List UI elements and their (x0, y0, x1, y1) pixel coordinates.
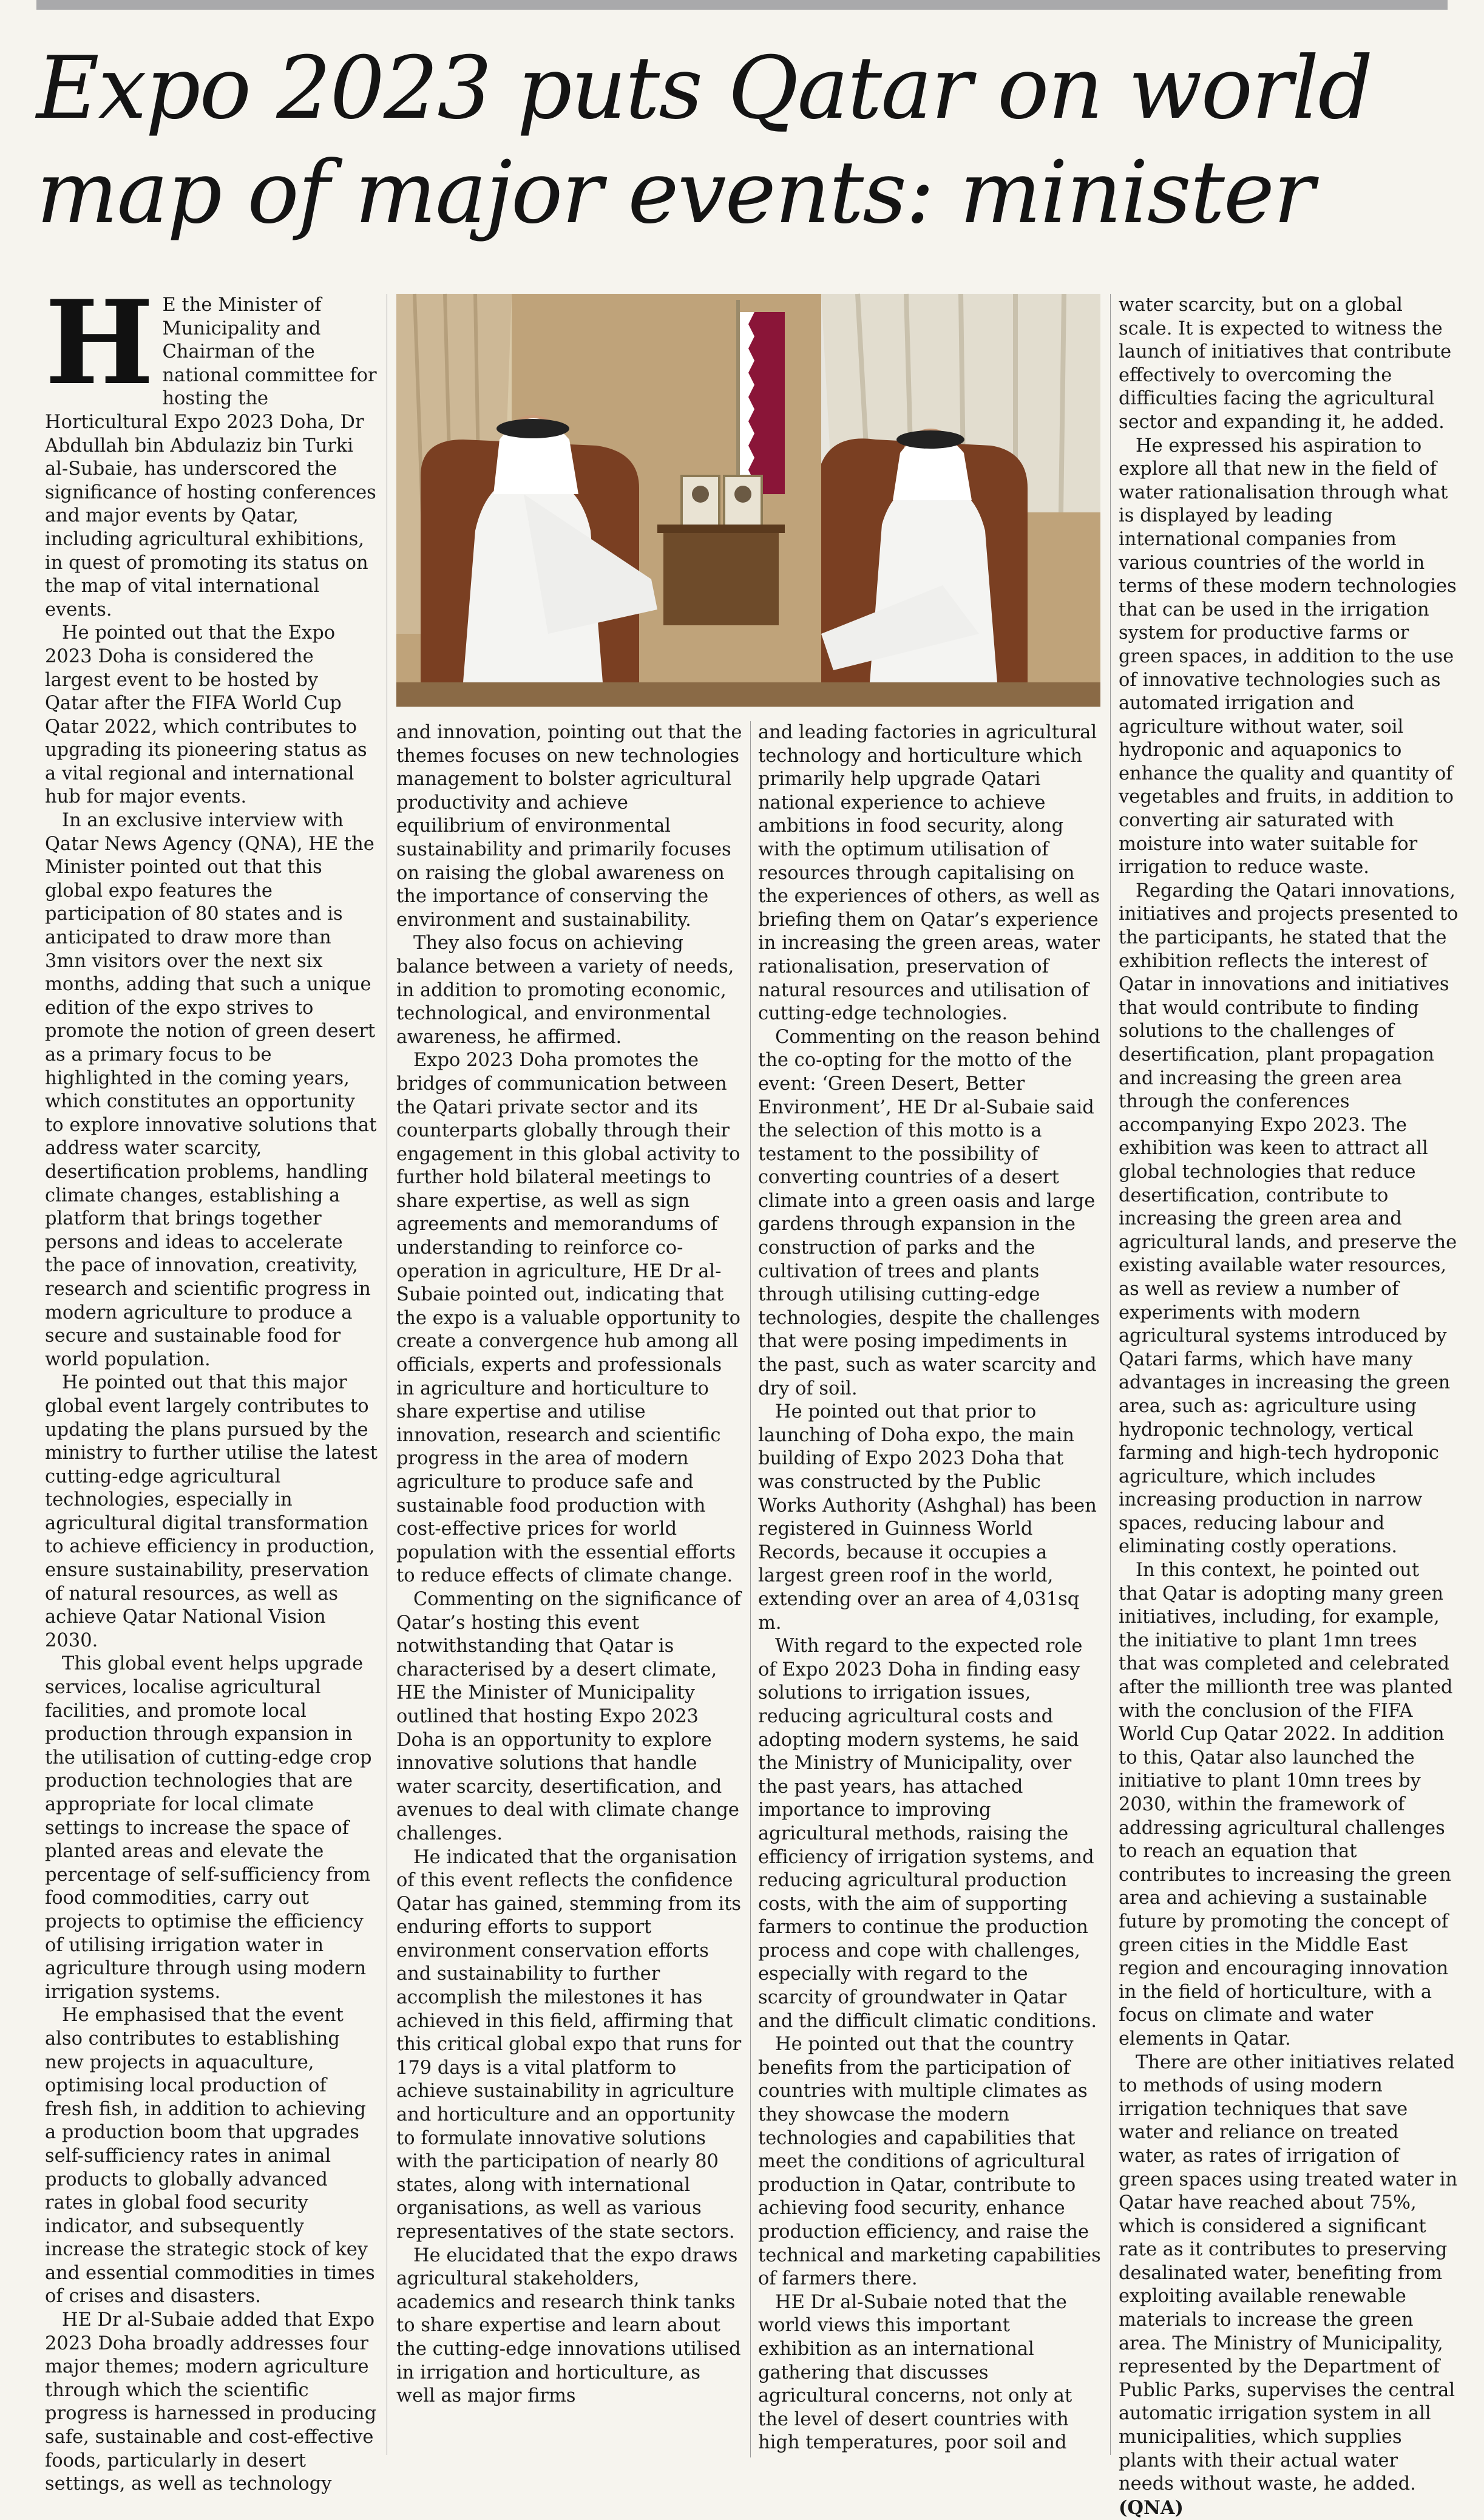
paragraph-text: E the Minister of Municipality and Chairman of the national committee for hosting the Horticultural Expo 2023 Doha, Dr Abdullah bin Abdulaziz bin Turki al-Subaie, has underscored the significance of hosting conferences and major events by Qatar, including agricultural exhibitions, in quest of promoting its status on the map of vital international events. (45, 294, 377, 620)
drop-cap: H (45, 275, 154, 410)
paragraph: HE Dr al-Subaie added that Expo 2023 Doha broadly addresses four major themes; modern agriculture through which the scientific progress is harnessed in producing safe, sustainable and cost-effective foods, particularly in desert settings, as well as technology (45, 2309, 377, 2495)
paragraph: Regarding the Qatari innovations, initiatives and projects presented to the participants, he stated that the exhibition reflects the interest of Qatar in innovations and initiatives that would contribute to finding solutions to the challenges of desertification, plant propagation and increasing the green area through the conferences accompanying Expo 2023. The exhibition was keen to attract all global technologies that reduce desertification, contribute to increasing the green area and agricultural lands, and preserve the existing available water resources, as well as review a number of experiments with modern agricultural systems introduced by Qatari farms, which have many advantages in increasing the green area, such as: agriculture using hydroponic technology, vertical farming and high-tech hydroponic agriculture, which includes increasing production in narrow spaces, reducing labour and eliminating costly operations. (1119, 880, 1459, 1558)
paragraph: Commenting on the significance of Qatar’s hosting this event notwithstanding that Qatar is characterised by a desert climate, HE the Minister of Municipality outlined that hosting Expo 2023 Doha is an opportunity to explore innovative solutions that handle water scarcity, desertification, and avenues to deal with climate change challenges. (396, 1588, 741, 1844)
paragraph: With regard to the expected role of Expo 2023 Doha in finding easy solutions to irrigation issues, reducing agricultural costs and adopting modern systems, he said the Ministry of Municipality, over the past years, has attached importance to improving agricultural methods, raising the efficiency of irrigation systems, and reducing agricultural production costs, with the aim of supporting farmers to continue the production process and cope with challenges, especially with regard to the scarcity of groundwater in Qatar and the difficult climatic conditions. (758, 1635, 1097, 2032)
paragraph: HE Dr al-Subaie noted that the world views this important exhibition as an international gathering that discusses agricultural concerns, not only at the level of desert countries with high temperatures, poor soil and (758, 2291, 1072, 2454)
paragraph: He expressed his aspiration to explore all that new in the field of water rationalisation through what is displayed by leading international companies from various countries of the world in terms of these modern technologies that can be used in the irrigation system for productive farms or green spaces, in addition to the use of innovative technologies such as automated irrigation and agriculture without water, soil hydroponic and aquaponics to enhance the quality and quantity of vegetables and fruits, in addition to converting air saturated with moisture into water suitable for irrigation to reduce waste. (1119, 435, 1457, 878)
paragraph: and innovation, pointing out that the themes focuses on new technologies management to bolster agricultural productivity and achieve equilibrium of environmental sustainability and primarily focuses on raising the global awareness on the importance of conserving the environment and sustainability. (396, 722, 742, 931)
paragraph: In an exclusive interview with Qatar News Agency (QNA), HE the Minister pointed out that this global expo features the participation of 80 states and is anticipated to draw more than 3mn visitors over the next six months, adding that such a unique edition of the expo strives to promote the notion of green desert as a primary focus to be highlighted in the coming years, which constitutes an opportunity to explore innovative solutions that address water scarcity, desertification problems, handling climate changes, establishing a platform that brings together persons and ideas to accelerate the pace of innovation, creativity, research and scientific progress in modern agriculture to produce a secure and sustainable food for world population. (45, 810, 377, 1370)
paragraph: Commenting on the reason behind the co-opting for the motto of the event: ‘Green Desert, Better Environment’, HE Dr al-Subaie said the selection of this motto is a testament to the possibility of converting countries of a desert climate into a green oasis and large gardens through expansion in the construction of parks and the cultivation of trees and plants through utilising cutting-edge technologies, despite the challenges that were posing impediments in the past, such as water scarcity and dry of soil. (758, 1026, 1100, 1399)
paragraph: He emphasised that the event also contributes to establishing new projects in aquaculture, optimising local production of fresh fish, in addition to achieving a production boom that upgrades self-sufficiency rates in animal products to globally advanced rates in global food security indicator, and subsequently increase the strategic stock of key and essential commodities in times of crises and disasters. (45, 2005, 375, 2308)
byline: (QNA) (1119, 2496, 1184, 2519)
paragraph: He pointed out that the country benefits from the participation of countries with multiple climates as they showcase the modern technologies and capabilities that meet the conditions of agricultural production in Qatar, contribute to achieving food security, enhance production efficiency, and raise the technical and marketing capabilities of farmers there. (758, 2034, 1101, 2290)
column-divider (1110, 294, 1111, 2455)
paragraph: Expo 2023 Doha promotes the bridges of communication between the Qatari private sector and its counterparts globally through their engagement in this global activity to further hold bilateral meetings to share expertise, as well as sign agreements and memorandums of understanding to reinforce co-operation in agriculture, HE Dr al-Subaie pointed out, indicating that the expo is a valuable opportunity to create a convergence hub among all officials, experts and professionals in agriculture and horticulture to share expertise and utilise innovation, research and scientific progress in the area of modern agriculture to produce safe and sustainable food production with cost-effective prices for world population with the essential efforts to reduce effects of climate change. (396, 1050, 740, 1587)
paragraph: He pointed out that prior to launching of Doha expo, the main building of Expo 2023 Doha that was constructed by the Public Works Authority (Ashghal) has been registered in Guinness World Records, because it occupies a largest green roof in the world, extending over an area of 4,031sq m. (758, 1401, 1097, 1634)
article-photo (396, 294, 1100, 707)
column-1 (45, 275, 378, 2495)
column-2 (396, 721, 742, 2457)
paragraph: They also focus on achieving balance between a variety of needs, in addition to promoting economic, technological, and environmental awareness, he affirmed. (396, 932, 734, 1048)
column-3 (758, 721, 1102, 2457)
paragraph: He pointed out that the Expo 2023 Doha is considered the largest event to be hosted by Qatar after the FIFA World Cup Qatar 2022, which contributes to upgrading its pioneering status as a vital regional and international hub for major events. (45, 622, 367, 808)
lead-paragraph (45, 275, 378, 622)
column-4 (1119, 294, 1459, 2519)
paragraph-text: There are other initiatives related to methods of using modern irrigation techniques that save water and reliance on treated water, as rates of irrigation of green spaces using treated water in Qatar have reached about 75%, which is considered a significant rate as it contributes to preserving desalinated water, benefiting from exploiting available renewable materials to increase the green area. The Ministry of Municipality, represented by the Department of Public Parks, supervises the central automatic irrigation system in all municipalities, which supplies plants with their actual water needs without waste, he added. (1119, 2051, 1458, 2495)
meeting-photo-illustration (396, 294, 1100, 707)
column-divider (750, 721, 751, 2457)
paragraph: and leading factories in agricultural technology and horticulture which primarily help upgrade Qatari national experience to achieve ambitions in food security, along with the optimum utilisation of resources through capitalising on the experiences of others, as well as briefing them on Qatar’s experience in increasing the green areas, water rationalisation, preservation of natural resources and utilisation of cutting-edge technologies. (758, 722, 1100, 1025)
paragraph: He pointed out that this major global event largely contributes to updating the plans pursued by the ministry to further utilise the latest cutting-edge agricultural technologies, especially in agricultural digital transformation to achieve efficiency in production, ensure sustainability, preservation of natural resources, as well as achieve Qatar National Vision 2030. (45, 1372, 378, 1651)
paragraph: He elucidated that the expo draws agricultural stakeholders, academics and research think tanks to share expertise and learn about the cutting-edge innovations utilised in irrigation and horticulture, as well as major firms (396, 2244, 741, 2407)
paragraph: In this context, he pointed out that Qatar is adopting many green initiatives, including, for example, the initiative to plant 1mn trees that was completed and celebrated after the millionth tree was planted with the conclusion of the FIFA World Cup Qatar 2022. In addition to this, Qatar also launched the initiative to plant 10mn trees by 2030, within the framework of addressing agricultural challenges to reach an equation that contributes to increasing the green area and achieving a sustainable future by promoting the concept of green cities in the Middle East region and encouraging innovation in the field of horticulture, with a focus on climate and water elements in Qatar. (1119, 1560, 1453, 2050)
top-rule (36, 0, 1448, 10)
paragraph: He indicated that the organisation of this event reflects the confidence Qatar has gained, stemming from its enduring efforts to support environment conservation efforts and sustainability to further accomplish the milestones it has achieved in this field, affirming that this critical global expo that runs for 179 days is a vital platform to achieve sustainability in agriculture and horticulture and an opportunity to formulate innovative solutions with the participation of nearly 80 states, along with international organisations, as well as various representatives of the state sectors. (396, 1846, 742, 2243)
paragraph: This global event helps upgrade services, localise agricultural facilities, and promote local production through expansion in the utilisation of cutting-edge crop production technologies that are appropriate for local climate settings to increase the space of planted areas and elevate the percentage of self-sufficiency from food commodities, carry out projects to optimise the efficiency of utilising irrigation water in agriculture through using modern irrigation systems. (45, 1653, 372, 2003)
last-paragraph (1119, 2051, 1459, 2520)
paragraph: water scarcity, but on a global scale. It is expected to witness the launch of initiatives that contribute effectively to overcoming the difficulties facing the agricultural sector and expanding it, he added. (1119, 294, 1452, 433)
headline: Expo 2023 puts Qatar on world map of major events: minister (36, 38, 1372, 243)
